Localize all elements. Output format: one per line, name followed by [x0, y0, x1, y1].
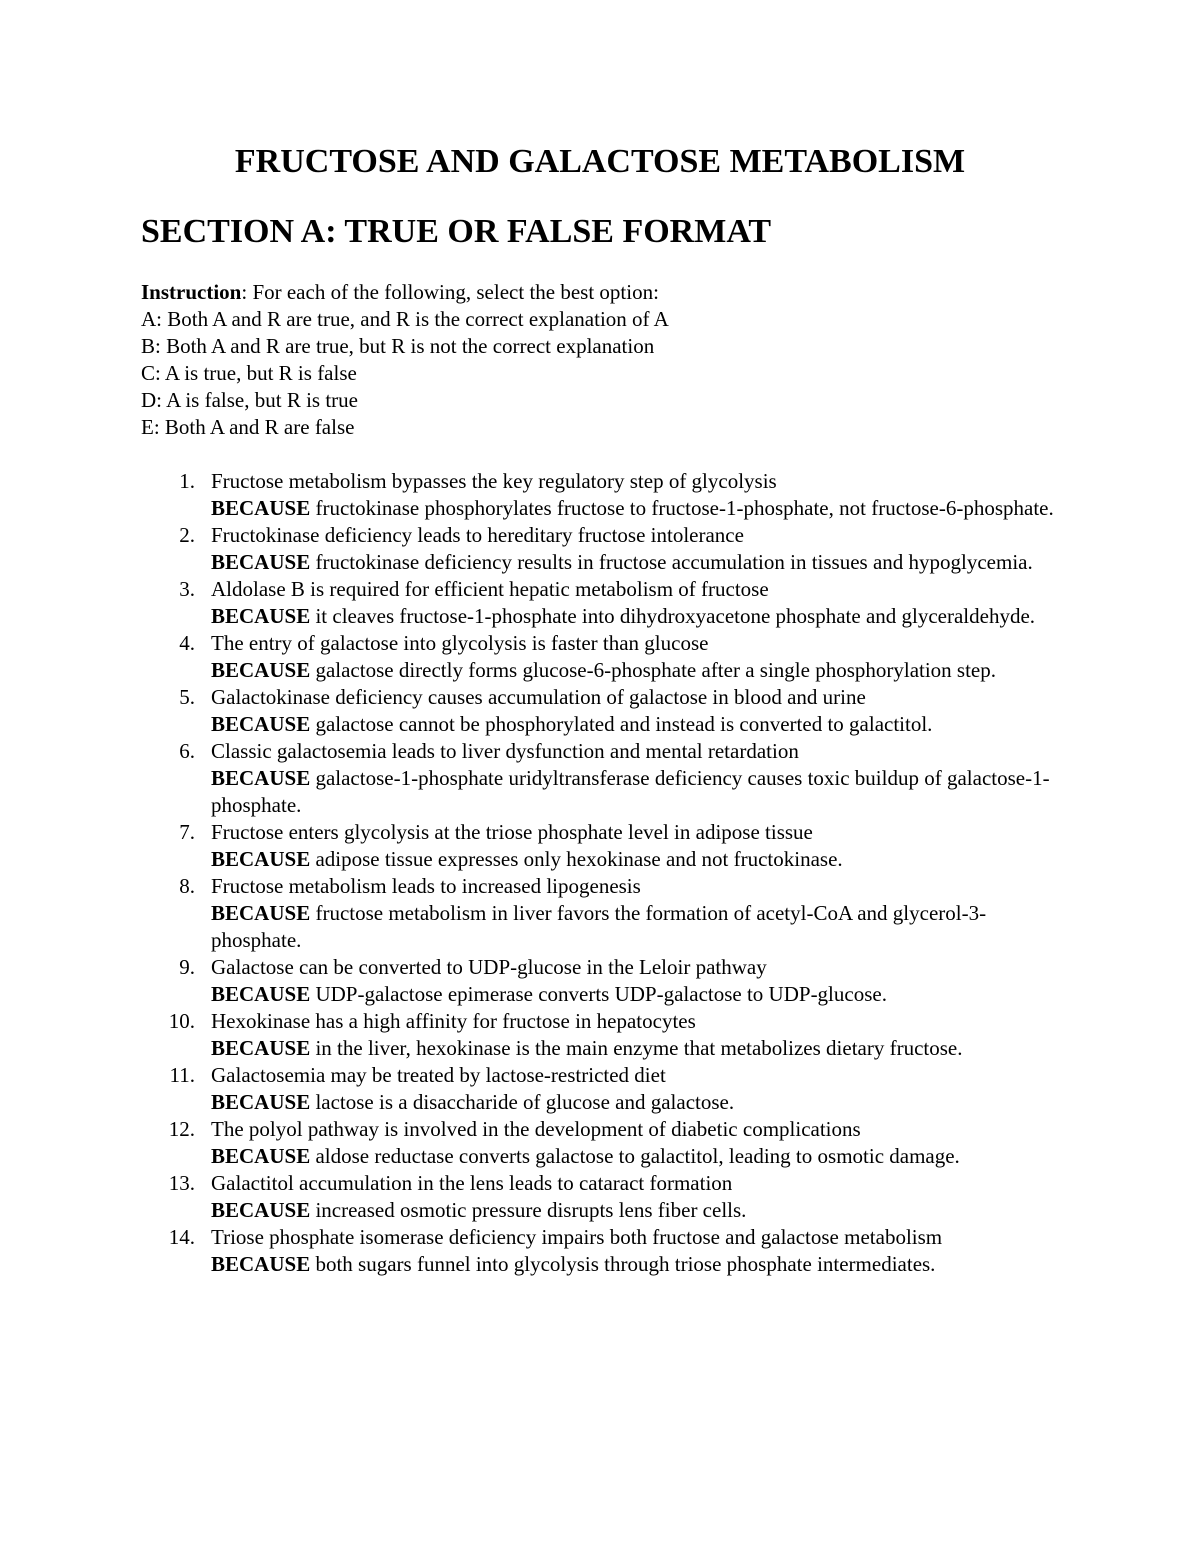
question-item [0, 1008, 1200, 1062]
reason-text: galactose-1-phosphate uridyltransferase deficiency causes toxic buildup of galactose-1-phosphate. [211, 766, 1050, 817]
because-label: BECAUSE [211, 847, 311, 871]
reason-text: galactose cannot be phosphorylated and instead is converted to galactitol. [310, 712, 933, 736]
question-reason [211, 711, 1071, 738]
question-assertion: Hexokinase has a high affinity for fructose in hepatocytes [211, 1009, 696, 1033]
question-assertion: Galactokinase deficiency causes accumulation of galactose in blood and urine [211, 685, 866, 709]
question-reason [211, 1251, 1071, 1278]
because-label: BECAUSE [211, 1198, 311, 1222]
question-reason [211, 1143, 1071, 1170]
section-heading: SECTION A: TRUE OR FALSE FORMAT [141, 213, 772, 250]
question-item [0, 1224, 1200, 1278]
question-number: 2. [179, 523, 195, 547]
question-list [0, 468, 1200, 1278]
question-item [0, 684, 1200, 738]
question-reason [211, 1197, 1071, 1224]
question-assertion: Galactosemia may be treated by lactose-restricted diet [211, 1063, 666, 1087]
question-number: 7. [179, 820, 195, 844]
reason-text: both sugars funnel into glycolysis through triose phosphate intermediates. [310, 1252, 936, 1276]
because-label: BECAUSE [211, 766, 311, 790]
question-assertion: The entry of galactose into glycolysis is faster than glucose [211, 631, 709, 655]
question-number: 10. [168, 1009, 195, 1033]
instructions-block [141, 279, 669, 441]
question-reason [211, 765, 1071, 819]
reason-text: galactose directly forms glucose-6-phosphate after a single phosphorylation step. [310, 658, 997, 682]
question-number: 6. [179, 739, 195, 763]
question-reason [211, 1035, 1071, 1062]
reason-text: adipose tissue expresses only hexokinase and not fructokinase. [310, 847, 843, 871]
reason-text: fructokinase deficiency results in fructose accumulation in tissues and hypoglycemia. [310, 550, 1033, 574]
question-number: 3. [179, 577, 195, 601]
question-reason [211, 603, 1071, 630]
question-item [0, 1170, 1200, 1224]
question-assertion: Fructose enters glycolysis at the triose phosphate level in adipose tissue [211, 820, 813, 844]
question-assertion: Galactitol accumulation in the lens leads to cataract formation [211, 1171, 733, 1195]
question-reason [211, 549, 1071, 576]
because-label: BECAUSE [211, 1252, 311, 1276]
question-number: 5. [179, 685, 195, 709]
question-item [0, 954, 1200, 1008]
instruction-text: : For each of the following, select the best option: [241, 280, 659, 304]
reason-text: it cleaves fructose-1-phosphate into dihydroxyacetone phosphate and glyceraldehyde. [310, 604, 1036, 628]
question-item [0, 522, 1200, 576]
question-assertion: Triose phosphate isomerase deficiency impairs both fructose and galactose metabolism [211, 1225, 943, 1249]
reason-text: UDP-galactose epimerase converts UDP-galactose to UDP-glucose. [310, 982, 887, 1006]
question-assertion: Galactose can be converted to UDP-glucose in the Leloir pathway [211, 955, 767, 979]
question-number: 11. [169, 1063, 195, 1087]
because-label: BECAUSE [211, 1036, 311, 1060]
question-number: 14. [168, 1225, 195, 1249]
option-e: E: Both A and R are false [141, 415, 355, 439]
question-number: 8. [179, 874, 195, 898]
instruction-line [141, 279, 669, 306]
question-item [0, 1062, 1200, 1116]
reason-text: fructokinase phosphorylates fructose to fructose-1-phosphate, not fructose-6-phosphate. [310, 496, 1054, 520]
because-label: BECAUSE [211, 901, 311, 925]
question-reason [211, 495, 1071, 522]
question-number: 4. [179, 631, 195, 655]
question-item [0, 576, 1200, 630]
option-d: D: A is false, but R is true [141, 388, 358, 412]
because-label: BECAUSE [211, 604, 311, 628]
question-item [0, 1116, 1200, 1170]
question-reason [211, 981, 1071, 1008]
reason-text: fructose metabolism in liver favors the formation of acetyl-CoA and glycerol-3-phosphate. [211, 901, 987, 952]
question-reason [211, 657, 1071, 684]
question-assertion: Fructokinase deficiency leads to hereditary fructose intolerance [211, 523, 744, 547]
question-assertion: Aldolase B is required for efficient hepatic metabolism of fructose [211, 577, 769, 601]
question-number: 9. [179, 955, 195, 979]
because-label: BECAUSE [211, 658, 311, 682]
question-number: 1. [179, 469, 195, 493]
question-reason [211, 1089, 1071, 1116]
document-title: FRUCTOSE AND GALACTOSE METABOLISM [234, 143, 966, 180]
question-number: 12. [168, 1117, 195, 1141]
reason-text: lactose is a disaccharide of glucose and galactose. [310, 1090, 735, 1114]
option-b: B: Both A and R are true, but R is not the correct explanation [141, 334, 655, 358]
question-number: 13. [168, 1171, 195, 1195]
question-item [0, 819, 1200, 873]
question-assertion: Fructose metabolism bypasses the key regulatory step of glycolysis [211, 469, 777, 493]
question-reason [211, 900, 1071, 954]
because-label: BECAUSE [211, 982, 311, 1006]
question-item [0, 873, 1200, 954]
question-item [0, 738, 1200, 819]
question-item [0, 468, 1200, 522]
reason-text: aldose reductase converts galactose to galactitol, leading to osmotic damage. [310, 1144, 960, 1168]
question-assertion: The polyol pathway is involved in the development of diabetic complications [211, 1117, 861, 1141]
question-reason [211, 846, 1071, 873]
reason-text: in the liver, hexokinase is the main enzyme that metabolizes dietary fructose. [310, 1036, 963, 1060]
because-label: BECAUSE [211, 1090, 311, 1114]
question-assertion: Classic galactosemia leads to liver dysfunction and mental retardation [211, 739, 799, 763]
reason-text: increased osmotic pressure disrupts lens fiber cells. [310, 1198, 747, 1222]
because-label: BECAUSE [211, 1144, 311, 1168]
because-label: BECAUSE [211, 496, 311, 520]
question-item [0, 630, 1200, 684]
option-c: C: A is true, but R is false [141, 361, 357, 385]
because-label: BECAUSE [211, 550, 311, 574]
instruction-label: Instruction [141, 280, 242, 304]
question-assertion: Fructose metabolism leads to increased lipogenesis [211, 874, 641, 898]
because-label: BECAUSE [211, 712, 311, 736]
option-a: A: Both A and R are true, and R is the correct explanation of A [141, 307, 669, 331]
